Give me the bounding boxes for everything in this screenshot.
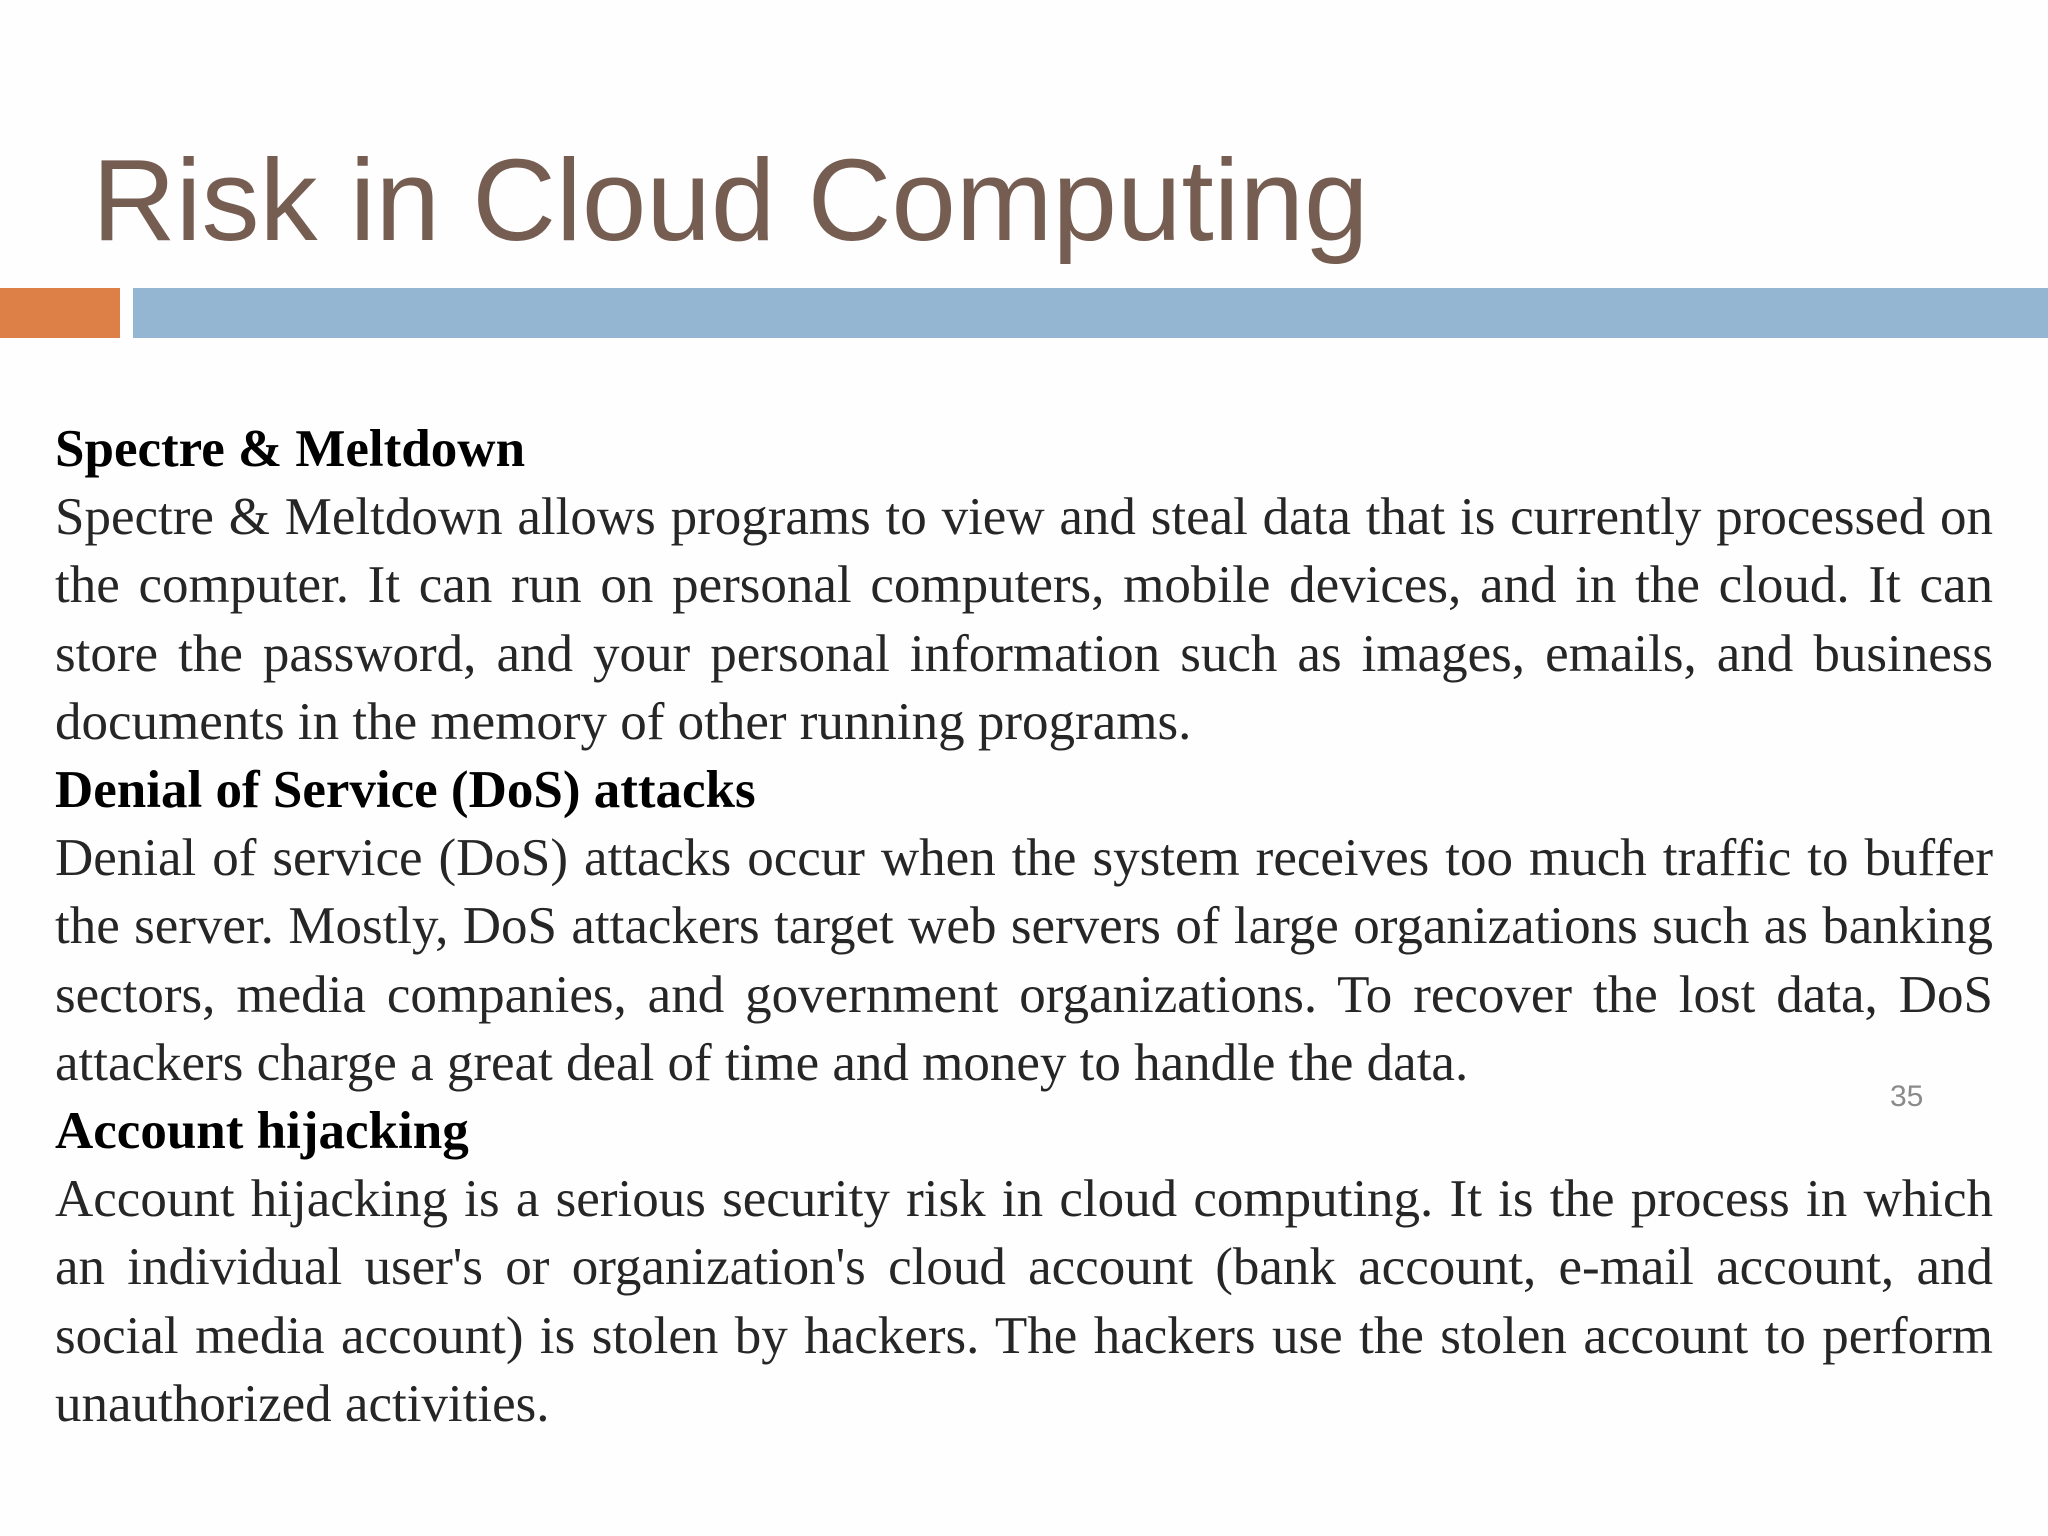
title-divider-bar — [133, 288, 2048, 338]
section-heading-account-hijacking: Account hijacking — [55, 1102, 469, 1161]
section-body-dos: Denial of service (DoS) attacks occur when the system receives too much traffic to buffer the server. Mostly, DoS attackers target web servers of large organizations such as banking sectors, media companies, and government organizations. To recover the lost data, DoS attackers charge a great deal of time and money to handle the data. — [55, 829, 1993, 1092]
slide-title: Risk in Cloud Computing — [92, 135, 1369, 265]
section-body-spectre: Spectre & Meltdown allows programs to view and steal data that is currently processed on the computer. It can run on personal computers, mobile devices, and in the cloud. It can store the password, and your personal information such as images, emails, and business documents in the memory of other running programs. — [55, 488, 1993, 751]
title-accent-bar — [0, 288, 120, 338]
section-heading-spectre: Spectre & Meltdown — [55, 420, 526, 478]
section-heading-dos: Denial of Service (DoS) attacks — [55, 761, 756, 820]
page-number: 35 — [1890, 1080, 1924, 1113]
slide-content — [55, 415, 1993, 1438]
section-body-account-hijacking: Account hijacking is a serious security risk in cloud computing. It is the process in which an individual user's or organization's cloud account (bank account, e-mail account, and social media account) is stolen by hackers. The hackers use the stolen account to perform unauthorized activities. — [55, 1170, 1993, 1433]
